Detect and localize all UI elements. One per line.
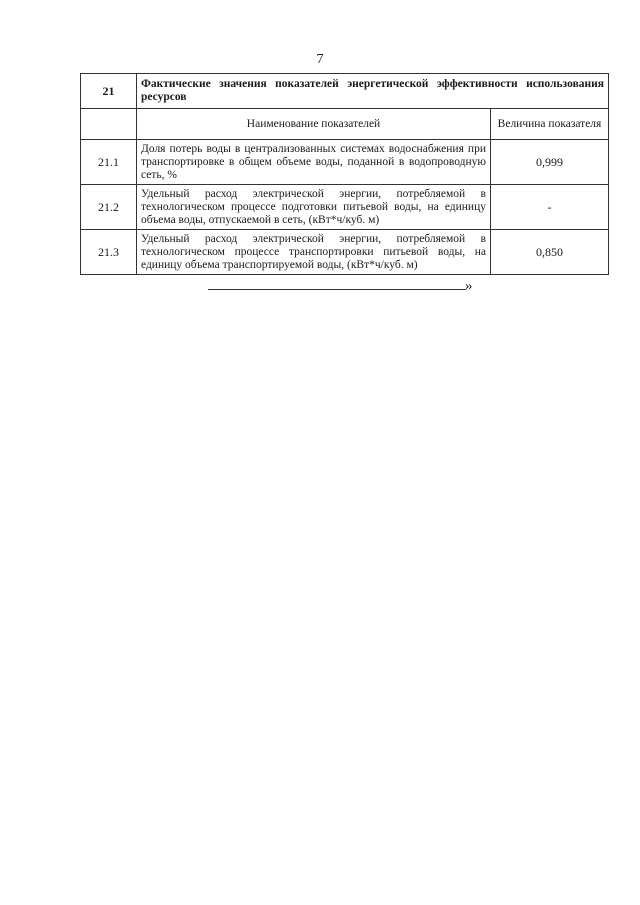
row-indicator-name: Удельный расход электрической энергии, потребляемой в технологическом процессе подготовки питьевой воды, на единицу объема воды, отпускаемой в сеть, (кВт*ч/куб. м): [137, 185, 491, 230]
row-indicator-name: Удельный расход электрической энергии, потребляемой в технологическом процессе транспортировки питьевой воды, на единицу объема транспортируемой воды, (кВт*ч/куб. м): [137, 230, 491, 275]
row-number: 21.3: [81, 230, 137, 275]
row-indicator-value: 0,850: [491, 230, 609, 275]
table-row: [81, 185, 609, 230]
section-header-row: [81, 74, 609, 109]
header-indicator-name: Наименование показателей: [137, 109, 491, 140]
header-indicator-value: Величина показателя: [491, 109, 609, 140]
row-number: 21.2: [81, 185, 137, 230]
row-indicator-value: -: [491, 185, 609, 230]
page-number: 7: [316, 52, 324, 67]
indicators-table: [80, 73, 609, 275]
table-row: [81, 230, 609, 275]
row-indicator-name: Доля потерь воды в централизованных системах водоснабжения при транспортировке в общем объеме воды, поданной в водопроводную сеть, %: [137, 140, 491, 185]
section-title: Фактические значения показателей энергетической эффективности использования ресурсов: [137, 74, 609, 109]
row-indicator-value: 0,999: [491, 140, 609, 185]
table-row: [81, 140, 609, 185]
closing-underline: [208, 289, 466, 290]
column-header-row: [81, 109, 609, 140]
closing-quote-mark: »: [465, 278, 473, 294]
section-number: 21: [81, 74, 137, 109]
empty-header-cell: [81, 109, 137, 140]
row-number: 21.1: [81, 140, 137, 185]
